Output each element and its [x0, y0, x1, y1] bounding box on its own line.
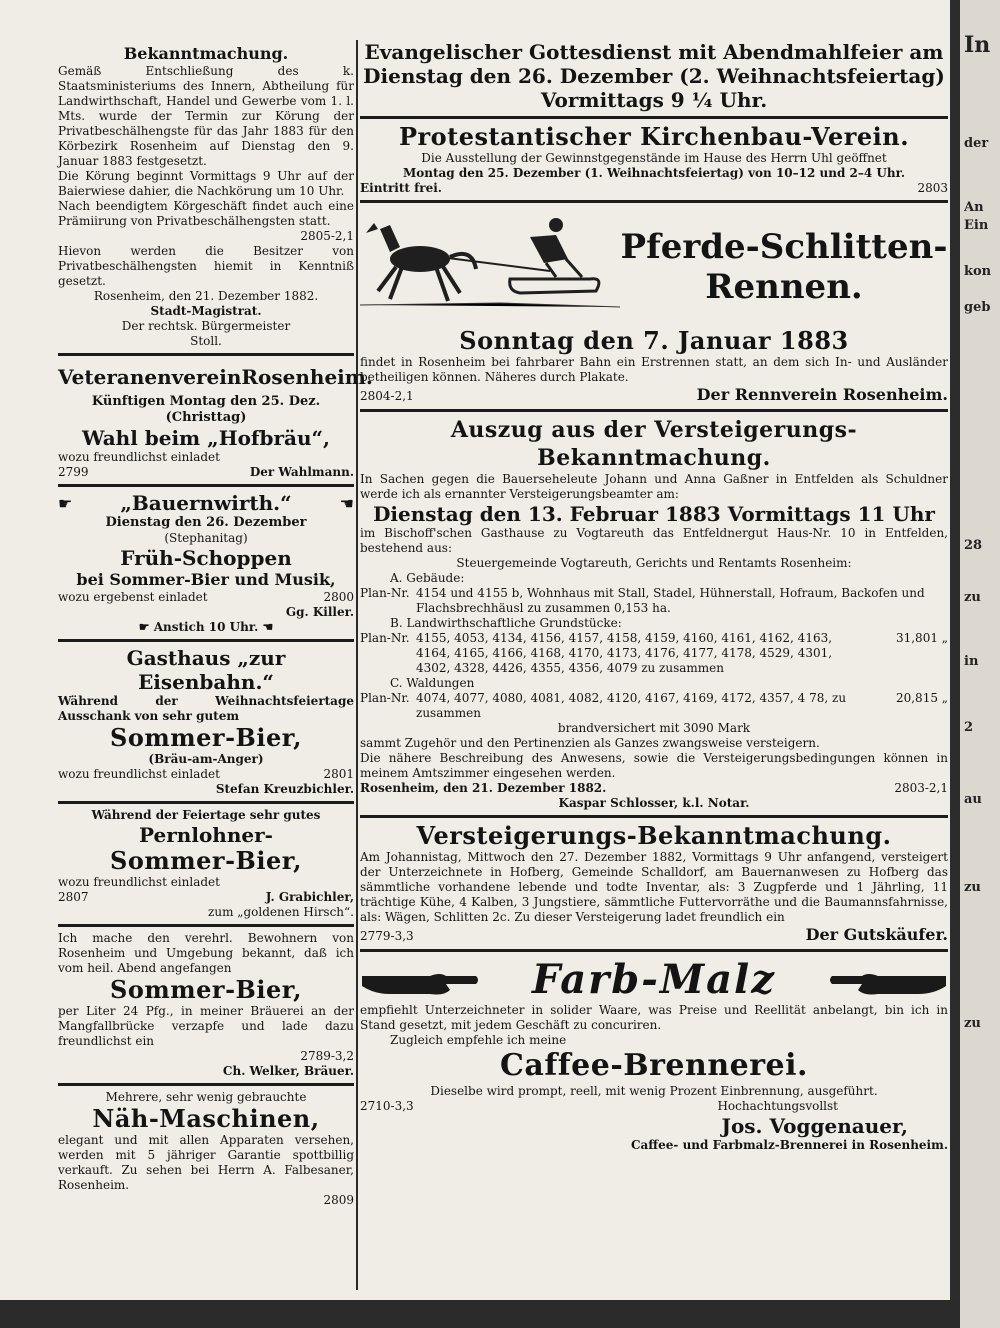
auszug-a-head: A. Gebäude:	[390, 571, 465, 585]
pernlohner-footer	[58, 890, 354, 905]
bekanntmachung-body4: Hievon werden die Besitzer von Privatbeschälhengsten hiemit in Kenntniß gesetzt.	[58, 244, 354, 288]
gottesdienst-line3: Vormittags 9 ¼ Uhr.	[540, 88, 768, 112]
divider	[360, 200, 948, 203]
kirchenbau-line2: Montag den 25. Dezember (1. Weihnachtsfeiertag) von 10–12 und 2–4 Uhr.	[402, 166, 906, 180]
pointing-hand-left-icon	[828, 960, 948, 1000]
eisenbahn-line3: (Bräu-am-Anger)	[148, 752, 264, 766]
auszug-line7: Die nähere Beschreibung des Anwesens, sowie die Versteigerungsbedingungen können in meinem Amtszimmer eingesehen werden.	[360, 751, 948, 780]
pernlohner-line1: Während der Feiertage sehr gutes	[91, 808, 321, 822]
veteranen-header	[58, 360, 373, 394]
auszug-b-row	[360, 631, 948, 676]
auszug-line4: Steuergemeinde Vogtareuth, Gerichts und Rentamts Rosenheim:	[456, 556, 852, 570]
pointing-hand-left-icon: ☚	[339, 493, 354, 513]
veteranen-footer	[58, 465, 354, 480]
farbmalz-line3: Caffee-Brennerei.	[500, 1048, 808, 1083]
edge-text-10: au	[964, 792, 982, 807]
veteranen-line3: Wahl beim „Hofbräu“,	[81, 426, 331, 450]
auszug-date: Rosenheim, den 21. Dezember 1882.	[360, 781, 607, 795]
auszug-line3: im Bischoff'schen Gasthause zu Vogtareuth das Entfeldnergut Haus-Nr. 10 in Entfelden, bestehend aus:	[360, 526, 948, 555]
bauernwirth-line2: (Stephanitag)	[164, 531, 248, 545]
auszug-c-amount: 20,815 „	[895, 691, 948, 705]
auszug-line2: Dienstag den 13. Februar 1883 Vormittags 11 Uhr	[373, 502, 935, 526]
farbmalz-ad	[360, 956, 948, 1153]
bekanntmachung-number: 2805-2,1	[300, 229, 354, 243]
bauernwirth-ad	[58, 491, 354, 635]
rennen-ad	[360, 207, 948, 405]
divider	[58, 1083, 354, 1086]
veteranen-signature: Der Wahlmann.	[249, 465, 354, 479]
auszug-footer	[360, 781, 948, 796]
bekanntmachung-body: Gemäß Entschließung des k. Staatsministeriums des Innern, Abtheilung für Landwirthschaft, Handel und Gewerbe vom 1. l. Mts. wurde der Termin zur Körung der Privatbeschälhengste für das Jahr 1883 für den Körbezirk Rosenheim auf Dienstag den 9. Januar 1883 festgesetzt.	[58, 64, 354, 168]
rennen-header	[360, 207, 948, 327]
kirchenbau-line3: Eintritt frei.	[360, 181, 442, 195]
divider	[58, 353, 354, 356]
auszug-ad	[360, 416, 948, 811]
auszug-signature: Kaspar Schlosser, k.l. Notar.	[558, 796, 750, 810]
farbmalz-header	[360, 956, 948, 1003]
eisenbahn-line1: Während der Weihnachtsfeiertage Ausschank von sehr gutem	[58, 694, 354, 723]
welker-line3: per Liter 24 Pfg., in meiner Bräuerei an der Mangfallbrücke verzapfe und lade dazu freundlichst ein	[58, 1004, 354, 1048]
bauernwirth-anstich-row	[58, 620, 354, 635]
auszug-a-row	[360, 586, 948, 616]
divider	[58, 801, 354, 804]
naehmaschinen-line2: Näh-Maschinen,	[92, 1104, 320, 1133]
naehmaschinen-line3: elegant und mit allen Apparaten versehen, werden mit 5 jähriger Garantie spottbillig verkauft. Zu sehen bei Herrn A. Falbesaner, Rosenheim.	[58, 1133, 354, 1192]
veteranen-line4: wozu freundlichst einladet	[58, 450, 220, 464]
divider	[360, 949, 948, 952]
welker-signature: Ch. Welker, Bräuer.	[222, 1064, 354, 1078]
pernlohner-number: 2807	[58, 890, 89, 904]
farbmalz-title: Farb-Malz	[532, 956, 776, 1003]
auszug-c-row	[360, 691, 948, 721]
farbmalz-line5: Hochachtungsvollst	[717, 1099, 838, 1113]
pernlohner-line3: Sommer-Bier,	[110, 846, 302, 875]
naehmaschinen-number: 2809	[323, 1193, 354, 1207]
pernlohner-signature2: zum „goldenen Hirsch“.	[208, 905, 354, 919]
left-column	[58, 44, 373, 1210]
versteigerung-ad	[360, 822, 948, 945]
edge-text-1: der	[964, 136, 989, 151]
eisenbahn-line2: Sommer-Bier,	[110, 723, 302, 752]
bauernwirth-line3: Früh-Schoppen	[120, 546, 292, 570]
pointing-hand-right-icon: ☛	[58, 493, 73, 513]
auszug-line1: In Sachen gegen die Bauerseheleute Johann und Anna Gaßner in Entfelden als Schuldner werde ich als ernannter Versteigerungsbeamter am:	[360, 472, 948, 501]
gottesdienst-line2: Dienstag den 26. Dezember (2. Weihnachtsfeiertag)	[363, 64, 945, 88]
bauernwirth-number: 2800	[323, 590, 354, 604]
auszug-b-head: B. Landwirthschaftliche Grundstücke:	[390, 616, 622, 630]
kirchenbau-footer	[360, 181, 948, 196]
edge-text-3: Ein	[964, 218, 989, 233]
pernlohner-line4: wozu freundlichst einladet	[58, 875, 220, 889]
veteranen-line1: Künftigen Montag den 25. Dez.	[91, 394, 321, 409]
divider	[58, 639, 354, 642]
rennen-title1: Pferde-Schlitten-	[620, 227, 948, 267]
versteigerung-footer	[360, 925, 948, 945]
versteigerung-title: Versteigerungs-Bekanntmachung.	[416, 821, 892, 850]
eisenbahn-ad	[58, 646, 354, 797]
edge-text-9: 2	[964, 720, 974, 735]
bekanntmachung-body2: Die Körung beginnt Vormittags 9 Uhr auf der Baierwiese dahier, die Nachkörung um 10 Uhr.	[58, 169, 354, 198]
bauernwirth-title: „Bauernwirth.“	[120, 491, 292, 515]
bekanntmachung-ad	[58, 44, 354, 349]
veteranen-number: 2799	[58, 465, 89, 479]
rennen-title2: Rennen.	[705, 267, 863, 307]
auszug-c-head: C. Waldungen	[390, 676, 475, 690]
bekanntmachung-sig1: Stadt-Magistrat.	[150, 304, 262, 318]
bauernwirth-signature: Gg. Killer.	[285, 605, 354, 619]
rennen-title-block	[620, 227, 948, 307]
veteranen-title-a: Veteranenverein	[58, 365, 242, 389]
rennen-footer	[360, 385, 948, 405]
pernlohner-line2: Pernlohner-	[139, 823, 273, 847]
rennen-signature: Der Rennverein Rosenheim.	[696, 385, 948, 404]
auszug-title: Auszug aus der Versteigerungs-Bekanntmachung.	[450, 417, 858, 471]
welker-line2: Sommer-Bier,	[110, 975, 302, 1004]
rennen-number: 2804-2,1	[360, 389, 414, 403]
gottesdienst-line1: Evangelischer Gottesdienst mit Abendmahlfeier am	[364, 40, 944, 64]
edge-text-2: An	[964, 200, 984, 215]
eisenbahn-number: 2801	[323, 767, 354, 781]
bauernwirth-invite	[58, 590, 354, 605]
versteigerung-line1: Am Johannistag, Mittwoch den 27. Dezember 1882, Vormittags 9 Uhr anfangend, versteigert der Unterzeichnete in Hofberg, Gemeinde Schalldorf, am Bauernanwesen zu Hofberg das sämmtliche vorhandene lebende und todte Inventar, als: 3 Zugpferde und 1 Jährling, 11 trächtige Kühe, 4 Kalben, 3 Jungstiere, sämmtliche Futtervorräthe und die Baumannsfahrnisse, als: Wägen, Schlitten 2c. Zu dieser Versteigerung ladet freundlich ein	[360, 850, 948, 924]
bauernwirth-line5: wozu ergebenst einladet	[58, 590, 208, 604]
divider	[360, 409, 948, 412]
auszug-b-amount: 31,801 „	[895, 631, 948, 645]
auszug-b-label: Plan-Nr.	[360, 631, 410, 645]
eisenbahn-line4: wozu freundlichst einladet	[58, 767, 220, 781]
edge-text-5: geb	[964, 300, 991, 315]
auszug-c-label: Plan-Nr.	[360, 691, 410, 705]
edge-text-7: zu	[964, 590, 981, 605]
farbmalz-line4: Dieselbe wird prompt, reell, mit wenig Prozent Einbrennung, ausgeführt.	[430, 1084, 878, 1098]
auszug-line6: sammt Zugehör und den Pertinenzien als Ganzes zwangsweise versteigern.	[360, 736, 820, 750]
auszug-c-value: 4074, 4077, 4080, 4081, 4082, 4120, 4167, 4169, 4172, 4357, 4 78, zu zusammen	[416, 691, 847, 720]
versteigerung-number: 2779-3,3	[360, 929, 414, 943]
divider	[58, 924, 354, 927]
bekanntmachung-date: Rosenheim, den 21. Dezember 1882.	[93, 289, 319, 303]
rennen-line1: findet in Rosenheim bei fahrbarer Bahn ein Erstrennen statt, an dem sich In- und Ausländer betheiligen können. Näheres durch Plakate.	[360, 355, 948, 384]
bekanntmachung-title: Bekanntmachung.	[123, 44, 289, 63]
eisenbahn-signature: Stefan Kreuzbichler.	[215, 782, 354, 796]
divider	[360, 815, 948, 818]
auszug-b-value: 4155, 4053, 4134, 4156, 4157, 4158, 4159, 4160, 4161, 4162, 4163, 4164, 4165, 4166, 4168, 4170, 4173, 4176, 4177, 4178, 4529, 4301, 4302, 4328, 4426, 4355, 4356, 4079 zu zusammen	[416, 631, 833, 675]
welker-number: 2789-3,2	[300, 1049, 354, 1063]
veteranen-ad	[58, 360, 373, 480]
farbmalz-signature2: Caffee- und Farbmalz-Brennerei in Rosenheim.	[630, 1138, 948, 1152]
welker-ad	[58, 931, 354, 1079]
kirchenbau-ad	[360, 123, 948, 196]
farbmalz-number: 2710-3,3	[360, 1099, 414, 1113]
bauernwirth-line4: bei Sommer-Bier und Musik,	[76, 570, 336, 589]
rennen-date: Sonntag den 7. Januar 1883	[459, 326, 849, 355]
eisenbahn-title: Gasthaus „zur Eisenbahn.“	[126, 646, 286, 694]
pernlohner-signature: J. Grabichler,	[265, 890, 354, 904]
edge-text-6: 28	[964, 538, 983, 553]
farbmalz-hochachtung-row	[360, 1099, 948, 1114]
pointing-hand-right-icon: ☛	[138, 620, 154, 634]
edge-text-0: In	[964, 32, 991, 58]
farbmalz-signature: Jos. Voggenauer,	[721, 1114, 908, 1138]
bekanntmachung-sig3: Stoll.	[190, 334, 222, 348]
bauernwirth-line1: Dienstag den 26. Dezember	[105, 515, 307, 530]
edge-text-4: kon	[964, 264, 992, 279]
divider	[360, 116, 948, 119]
kirchenbau-number: 2803	[917, 181, 948, 195]
veteranen-line2: (Christtag)	[165, 410, 247, 425]
divider	[58, 484, 354, 487]
right-column	[360, 40, 948, 1155]
bauernwirth-header	[58, 491, 354, 515]
bekanntmachung-sig2: Der rechtsk. Bürgermeister	[121, 319, 291, 333]
pointing-hand-left-icon: ☚	[258, 620, 274, 634]
farbmalz-line2: Zugleich empfehle ich meine	[390, 1033, 567, 1047]
eisenbahn-invite	[58, 767, 354, 782]
veteranen-title-b: Rosenheim.	[241, 365, 373, 389]
kirchenbau-title: Protestantischer Kirchenbau-Verein.	[398, 122, 910, 151]
bauernwirth-anstich: Anstich 10 Uhr.	[153, 620, 259, 634]
horse-sleigh-illustration	[360, 207, 620, 327]
kirchenbau-line1: Die Ausstellung der Gewinnstgegenstände im Hause des Herrn Uhl geöffnet	[421, 151, 887, 165]
auszug-line5: brandversichert mit 3090 Mark	[557, 721, 751, 735]
edge-text-11: zu	[964, 880, 981, 895]
page-bottom-shadow	[0, 1300, 960, 1328]
welker-line1: Ich mache den verehrl. Bewohnern von Rosenheim und Umgebung bekannt, daß ich vom heil. Abend angefangen	[58, 931, 354, 975]
auszug-a-value: 4154 und 4155 b, Wohnhaus mit Stall, Stadel, Hühnerstall, Hofraum, Backofen und Flachsbrechhäusl zu zusammen 0,153 ha.	[416, 586, 925, 615]
edge-text-8: in	[964, 654, 979, 669]
farbmalz-line1: empfiehlt Unterzeichneter in solider Waare, was Preise und Reellität anbelangt, bin ich in Stand gesetzt, mit jedem Geschäft zu concuriren.	[360, 1003, 948, 1032]
bekanntmachung-body3: Nach beendigtem Körgeschäft findet auch eine Prämiirung von Privatbeschälhengsten statt.	[58, 199, 354, 228]
naehmaschinen-line1: Mehrere, sehr wenig gebrauchte	[105, 1090, 307, 1104]
pointing-hand-right-icon	[360, 960, 480, 1000]
gottesdienst-ad	[360, 40, 948, 112]
versteigerung-signature: Der Gutskäufer.	[805, 925, 948, 944]
pernlohner-ad	[58, 808, 354, 920]
naehmaschinen-ad	[58, 1090, 354, 1208]
column-divider	[356, 40, 358, 1290]
auszug-a-label: Plan-Nr.	[360, 586, 410, 600]
edge-text-12: zu	[964, 1016, 981, 1031]
auszug-number: 2803-2,1	[894, 781, 948, 795]
